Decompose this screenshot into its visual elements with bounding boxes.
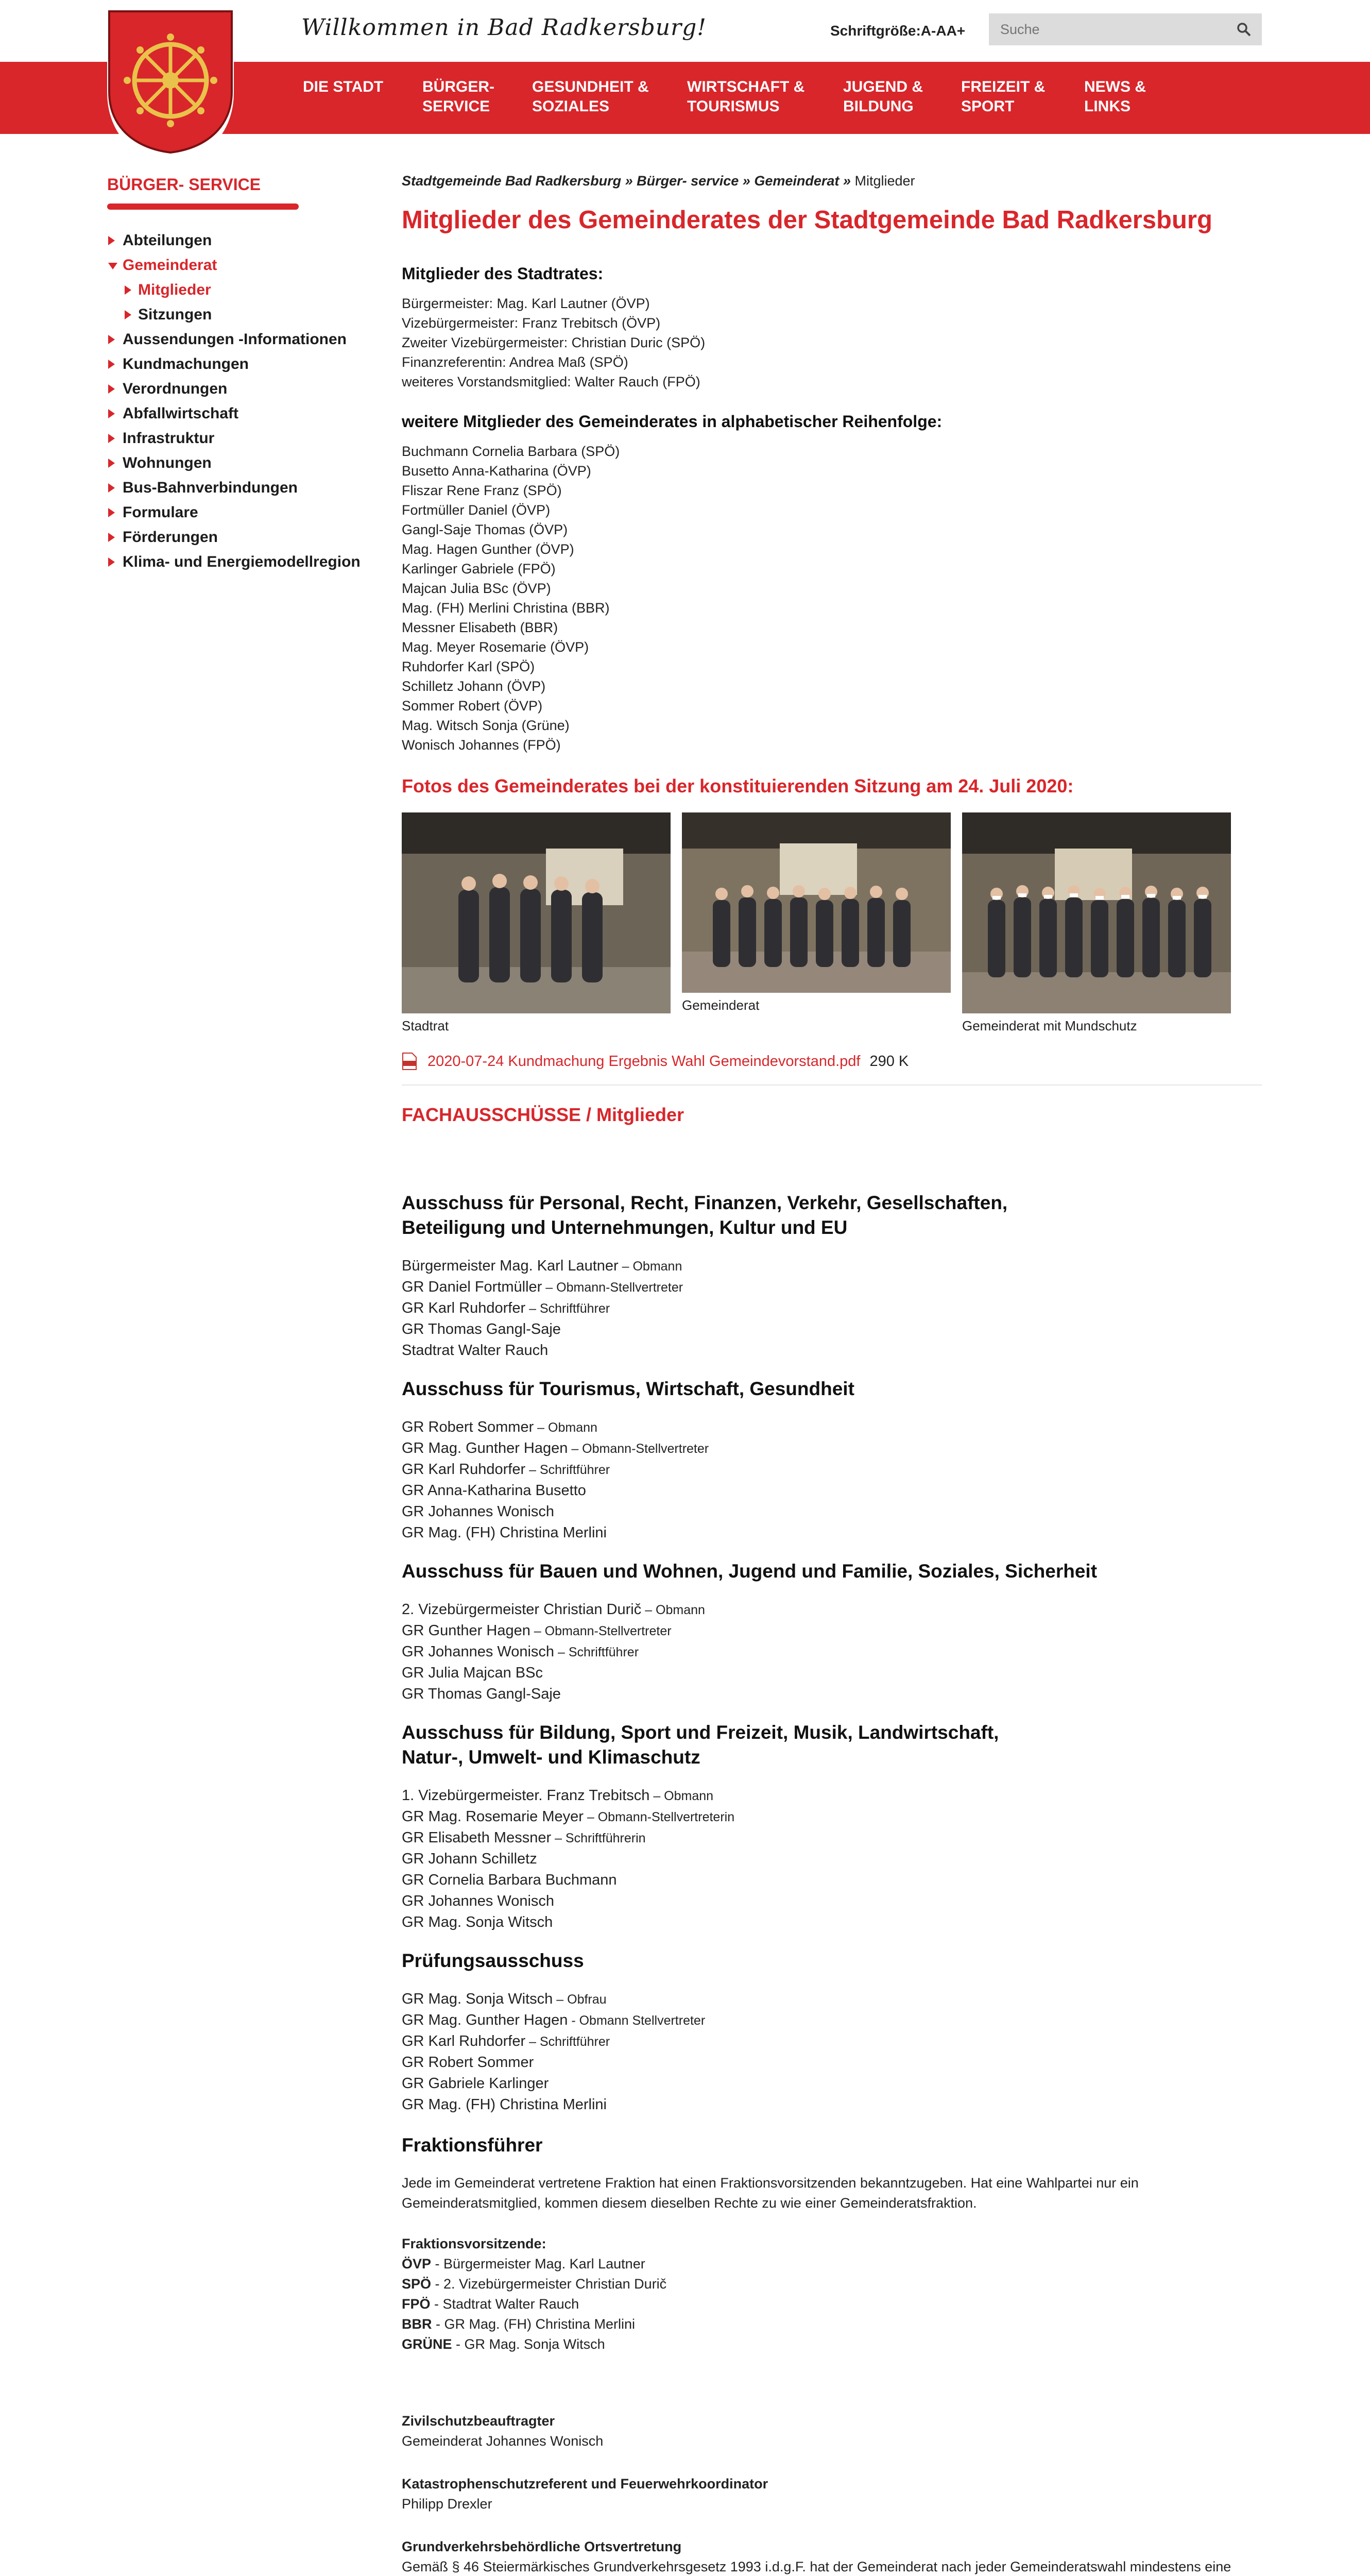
party-leader: - GR Mag. (FH) Christina Merlini [432,2316,636,2332]
sidebar-item-label: Mitglieder [138,281,211,298]
party-name: BBR [402,2316,432,2332]
nav-die-stadt[interactable] [303,77,383,97]
sidebar-item-verordnungen[interactable] [107,377,375,401]
sidebar-item-abteilungen[interactable] [107,228,375,253]
chevron-right-icon [108,483,115,493]
pdf-download-link[interactable]: 2020-07-24 Kundmachung Ergebnis Wahl Gemeindevorstand.pdf [427,1053,861,1070]
chevron-right-icon [108,508,115,517]
member-name: GR Johannes Wonisch [402,1893,555,1909]
sidebar-item-label: Abfallwirtschaft [123,405,239,422]
chevron-right-icon [125,285,131,295]
list-item [402,1870,1262,1891]
nav-label: SPORT [961,98,1015,115]
committee-members [402,1417,1262,1544]
member-name: Stadtrat Walter Rauch [402,1342,549,1359]
member-role: – Schriftführer [525,1301,610,1316]
nav-wirtschaft-tourismus[interactable] [687,77,804,116]
list-item: Bürgermeister: Mag. Karl Lautner (ÖVP) [402,296,650,311]
chevron-down-icon [108,263,117,269]
party-name: FPÖ [402,2296,431,2312]
list-item: Mag. Witsch Sonja (Grüne) [402,718,570,733]
committee-title-line: Prüfungsausschuss [402,1950,584,1971]
member-role: – Obmann [618,1259,682,1274]
member-name: 1. Vizebürgermeister. Franz Trebitsch [402,1787,650,1804]
party-name: ÖVP [402,2256,432,2272]
list-item [402,1849,1262,1870]
list-item: Mag. Meyer Rosemarie (ÖVP) [402,639,589,655]
sidebar-item-mitglieder[interactable] [107,278,375,302]
sidebar-item-infrastruktur[interactable] [107,426,375,451]
sidebar-item-wohnungen[interactable] [107,451,375,476]
member-role: – Obmann-Stellvertreterin [583,1810,735,1824]
nav-label: DIE STADT [303,78,384,95]
breadcrumb-current: Mitglieder [854,173,915,189]
list-item [402,1891,1262,1912]
member-name: GR Daniel Fortmüller [402,1279,542,1295]
nav-label: BILDUNG [843,98,914,115]
chevron-right-icon [108,459,115,468]
list-item: Mag. Hagen Gunther (ÖVP) [402,541,574,557]
pdf-file-size: 290 K [869,1053,909,1070]
font-size-control [830,23,965,39]
member-name: GR Robert Sommer [402,1419,534,1435]
member-name: GR Johann Schilletz [402,1851,537,1867]
list-item: Schilletz Johann (ÖVP) [402,679,546,694]
sidebar-item-formulare[interactable] [107,500,375,525]
nav-label: BÜRGER- [422,78,494,95]
list-item [402,1256,1262,1277]
sidebar-item-label: Aussendungen -Informationen [123,331,347,348]
list-item [402,1277,1262,1298]
text-line: Gemäß § 46 Steiermärkisches Grundverkehrsgesetz 1993 i.d.g.F. hat der Gemeinderat nach jeder Gemeinderatswahl mindestens eine [402,2559,1231,2574]
fraktion-list [402,2254,1262,2354]
sidebar-item-bus-bahn[interactable] [107,476,375,500]
breadcrumb-separator: » [843,173,851,189]
photo-caption: Gemeinderat [682,997,760,1013]
member-name: GR Mag. (FH) Christina Merlini [402,1524,607,1541]
zivilschutz-text: Gemeinderat Johannes Wonisch [402,2433,604,2449]
nav-buergerservice[interactable] [422,77,494,116]
sidebar-item-klima[interactable] [107,550,375,574]
sidebar [107,175,375,574]
sidebar-item-label: Sitzungen [138,306,212,323]
sidebar-item-aussendungen[interactable] [107,327,375,352]
party-leader: - Bürgermeister Mag. Karl Lautner [431,2256,645,2272]
photo-caption: Gemeinderat mit Mundschutz [962,1018,1137,1033]
list-item [402,1459,1262,1480]
sidebar-item-label: Förderungen [123,529,218,546]
list-item: Majcan Julia BSc (ÖVP) [402,581,551,596]
member-role: – Obfrau [553,1992,607,2007]
party-name: GRÜNE [402,2336,452,2352]
content-divider [402,1084,1262,1086]
member-role: – Obmann-Stellvertreter [568,1442,709,1456]
committee-title-line: Ausschuss für Bauen und Wohnen, Jugend und Familie, Soziales, Sicherheit [402,1561,1098,1582]
committee-title-line: Beteiligung und Unternehmungen, Kultur und EU [402,1217,848,1238]
text-line: Jede im Gemeinderat vertretene Fraktion hat einen Fraktionsvorsitzenden bekanntzugeben. Hat eine Wahlpartei nur ein [402,2175,1139,2191]
committee-members [402,1785,1262,1933]
sidebar-item-label: Gemeinderat [123,257,217,274]
sidebar-item-label: Bus-Bahnverbindungen [123,479,298,496]
list-item: Wonisch Johannes (FPÖ) [402,737,561,753]
member-name: GR Gunther Hagen [402,1622,530,1639]
member-name: GR Karl Ruhdorfer [402,1461,526,1478]
photo-stadtrat[interactable] [402,812,671,1034]
nav-label: TOURISMUS [687,98,780,115]
chevron-right-icon [108,236,115,245]
committee-members [402,1989,1262,2115]
sidebar-item-foerderungen[interactable] [107,525,375,550]
sidebar-item-label: Wohnungen [123,454,212,471]
member-name: Bürgermeister Mag. Karl Lautner [402,1258,619,1274]
pdf-file-icon [402,1053,417,1070]
city-coat-of-arms-logo[interactable] [107,9,234,155]
grundverkehr-text [402,2557,1262,2576]
group-photo-image [962,812,1231,1013]
nav-label: NEWS & [1084,78,1146,95]
katastrophenschutz-text: Philipp Drexler [402,2496,492,2512]
committee-title-line: Natur-, Umwelt- und Klimaschutz [402,1747,700,1768]
list-item: Gangl-Saje Thomas (ÖVP) [402,522,568,537]
member-name: GR Thomas Gangl-Saje [402,1686,561,1702]
party-leader: - 2. Vizebürgermeister Christian Durič [431,2276,667,2292]
committee-heading [402,1191,1262,1240]
member-role: – Obmann [641,1603,705,1617]
chevron-right-icon [108,335,115,344]
photos-heading: Fotos des Gemeinderates bei der konstituierenden Sitzung am 24. Juli 2020: [402,775,1074,796]
list-item [402,1912,1262,1933]
weitere-list [402,442,1262,755]
list-item: Mag. (FH) Merlini Christina (BBR) [402,600,610,616]
member-name: GR Mag. (FH) Christina Merlini [402,2096,607,2113]
list-item: Fortmüller Daniel (ÖVP) [402,502,551,518]
committee-heading [402,1948,1262,1973]
list-item [402,1989,1262,2010]
list-item [402,1806,1262,1827]
weitere-heading: weitere Mitglieder des Gemeinderates in alphabetischer Reihenfolge: [402,412,943,431]
member-name: GR Robert Sommer [402,2054,534,2071]
font-size-smaller-button[interactable]: A- [920,23,936,39]
nav-label: WIRTSCHAFT & [687,78,805,95]
member-role: - Obmann Stellvertreter [568,2013,706,2028]
member-name: GR Thomas Gangl-Saje [402,1321,561,1337]
list-item: Karlinger Gabriele (FPÖ) [402,561,556,577]
fraktion-subheading: Fraktionsvorsitzende: [402,2236,546,2251]
member-role: – Obmann [649,1789,714,1803]
nav-label: LINKS [1084,98,1131,115]
breadcrumb-separator: » [625,173,633,189]
member-role: – Obmann-Stellvertreter [530,1624,672,1638]
sidebar-item-abfallwirtschaft[interactable] [107,401,375,426]
list-item [402,2334,1262,2354]
group-photo-image [682,812,951,993]
sidebar-item-sitzungen[interactable] [107,302,375,327]
group-photo-image [402,812,671,1013]
list-item: Busetto Anna-Katharina (ÖVP) [402,463,591,479]
list-item: Messner Elisabeth (BBR) [402,620,558,635]
font-size-label: Schriftgröße: [830,23,921,39]
list-item: Fliszar Rene Franz (SPÖ) [402,483,562,498]
member-name: GR Johannes Wonisch [402,1503,555,1520]
zivilschutz-heading: Zivilschutzbeauftragter [402,2413,555,2429]
list-item: weiteres Vorstandsmitglied: Walter Rauch (FPÖ) [402,374,700,389]
list-item [402,1319,1262,1340]
sidebar-item-label: Kundmachungen [123,355,249,372]
member-role: – Obmann [534,1420,597,1435]
list-item [402,2294,1262,2314]
party-leader: - GR Mag. Sonja Witsch [452,2336,605,2352]
member-name: GR Julia Majcan BSc [402,1665,543,1681]
sidebar-item-label: Klima- und Energiemodellregion [123,553,361,570]
member-name: 2. Vizebürgermeister Christian Durič [402,1601,642,1618]
member-role: – Obmann-Stellvertreter [542,1280,683,1295]
font-size-normal-button[interactable]: A [936,23,947,39]
list-item [402,1684,1262,1705]
sidebar-menu [107,228,375,574]
list-item: Buchmann Cornelia Barbara (SPÖ) [402,444,620,459]
sidebar-title-underline [107,204,299,210]
list-item: Vizebürgermeister: Franz Trebitsch (ÖVP) [402,315,661,331]
committee-title-line: Ausschuss für Personal, Recht, Finanzen, Verkehr, Gesellschaften, [402,1192,1008,1213]
list-item [402,2274,1262,2294]
committee-members [402,1256,1262,1361]
stadtrat-heading: Mitglieder des Stadtrates: [402,264,604,283]
text-line: Gemeinderatsmitglied, kommen diesem dieselben Rechte zu wie einer Gemeinderatsfraktion. [402,2195,977,2211]
member-role: – Schriftführer [525,2035,610,2049]
photo-caption: Stadtrat [402,1018,449,1033]
list-item [402,1480,1262,1501]
katastrophenschutz-heading: Katastrophenschutzreferent und Feuerwehrkoordinator [402,2476,768,2492]
grundverkehr-heading: Grundverkehrsbehördliche Ortsvertretung [402,2539,682,2554]
chevron-right-icon [108,360,115,369]
committee-heading [402,1720,1262,1770]
chevron-right-icon [108,557,115,567]
sidebar-item-label: Abteilungen [123,232,212,249]
list-item [402,2010,1262,2031]
member-name: GR Mag. Rosemarie Meyer [402,1808,584,1825]
nav-label: JUGEND & [843,78,923,95]
list-item [402,2314,1262,2334]
fraktion-description [402,2173,1262,2213]
list-item [402,2052,1262,2073]
committee-heading [402,1377,1262,1401]
member-name: GR Anna-Katharina Busetto [402,1482,586,1499]
party-leader: - Stadtrat Walter Rauch [430,2296,579,2312]
list-item [402,1298,1262,1319]
committee-title-line: Ausschuss für Tourismus, Wirtschaft, Gesundheit [402,1378,854,1399]
member-name: GR Cornelia Barbara Buchmann [402,1872,617,1888]
list-item [402,1438,1262,1459]
nav-jugend-bildung[interactable] [843,77,923,116]
sidebar-item-kundmachungen[interactable] [107,352,375,377]
member-role: – Schriftführer [525,1463,610,1477]
list-item [402,1501,1262,1522]
sidebar-item-gemeinderat[interactable] [107,253,375,278]
list-item [402,1417,1262,1438]
list-item [402,2094,1262,2115]
list-item [402,1785,1262,1806]
search-box [989,13,1262,45]
list-item [402,1620,1262,1641]
member-name: GR Johannes Wonisch [402,1643,555,1660]
breadcrumb-link[interactable]: Stadtgemeinde Bad Radkersburg [402,173,622,189]
search-icon[interactable] [1236,22,1252,37]
breadcrumb-link[interactable]: Gemeinderat [754,173,840,189]
search-input[interactable] [989,13,1215,45]
member-name: GR Mag. Sonja Witsch [402,1991,553,2007]
list-item [402,1340,1262,1361]
pdf-download [402,1053,1262,1070]
font-size-larger-button[interactable]: A+ [946,23,966,39]
breadcrumb [402,173,1262,189]
sidebar-title: BÜRGER- SERVICE [107,175,261,194]
photo-gemeinderat[interactable] [682,812,951,1034]
photo-gallery [402,812,1262,1034]
fachausschuesse-heading: FACHAUSSCHÜSSE / Mitglieder [402,1104,684,1125]
page-title: Mitglieder des Gemeinderates der Stadtgemeinde Bad Radkersburg [402,206,1212,234]
nav-freizeit-sport[interactable] [961,77,1045,116]
chevron-right-icon [108,409,115,418]
chevron-right-icon [108,434,115,443]
breadcrumb-separator: » [742,173,750,189]
member-name: GR Mag. Gunther Hagen [402,2012,568,2028]
coat-of-arms-icon [107,9,234,155]
list-item [402,1599,1262,1620]
nav-label: SERVICE [422,98,490,115]
list-item: Finanzreferentin: Andrea Maß (SPÖ) [402,354,628,370]
nav-news-links[interactable] [1084,77,1146,116]
chevron-right-icon [125,310,131,319]
main-content [402,173,1262,2576]
member-name: GR Gabriele Karlinger [402,2075,549,2092]
list-item [402,2254,1262,2274]
member-name: GR Mag. Gunther Hagen [402,1440,568,1456]
chevron-right-icon [108,384,115,394]
sidebar-item-label: Verordnungen [123,380,228,397]
member-name: GR Elisabeth Messner [402,1829,552,1846]
member-role: – Schriftführerin [551,1831,646,1845]
list-item [402,1663,1262,1684]
welcome-slogan: Willkommen in Bad Radkersburg! [301,14,707,41]
committee-members [402,1599,1262,1705]
list-item [402,2031,1262,2052]
committee-heading [402,1559,1262,1584]
nav-label: FREIZEIT & [961,78,1046,95]
nav-label: GESUNDHEIT & [532,78,649,95]
sidebar-item-label: Infrastruktur [123,430,215,447]
party-name: SPÖ [402,2276,432,2292]
nav-label: SOZIALES [532,98,610,115]
list-item: Zweiter Vizebürgermeister: Christian Duric (SPÖ) [402,335,706,350]
nav-gesundheit-soziales[interactable] [532,77,649,116]
photo-gemeinderat-mundschutz[interactable] [962,812,1231,1034]
stadtrat-list [402,294,1262,392]
member-name: GR Mag. Sonja Witsch [402,1914,553,1930]
member-role: – Schriftführer [554,1645,639,1659]
list-item [402,1641,1262,1663]
member-name: GR Karl Ruhdorfer [402,2033,526,2049]
list-item [402,1827,1262,1849]
list-item [402,1522,1262,1544]
chevron-right-icon [108,533,115,542]
sidebar-item-label: Formulare [123,504,198,521]
committee-title-line: Ausschuss für Bildung, Sport und Freizeit, Musik, Landwirtschaft, [402,1722,999,1743]
fraktion-heading: Fraktionsführer [402,2134,543,2156]
member-name: GR Karl Ruhdorfer [402,1300,526,1316]
list-item: Ruhdorfer Karl (SPÖ) [402,659,535,674]
list-item: Sommer Robert (ÖVP) [402,698,543,714]
list-item [402,2073,1262,2094]
breadcrumb-link[interactable]: Bürger- service [637,173,739,189]
